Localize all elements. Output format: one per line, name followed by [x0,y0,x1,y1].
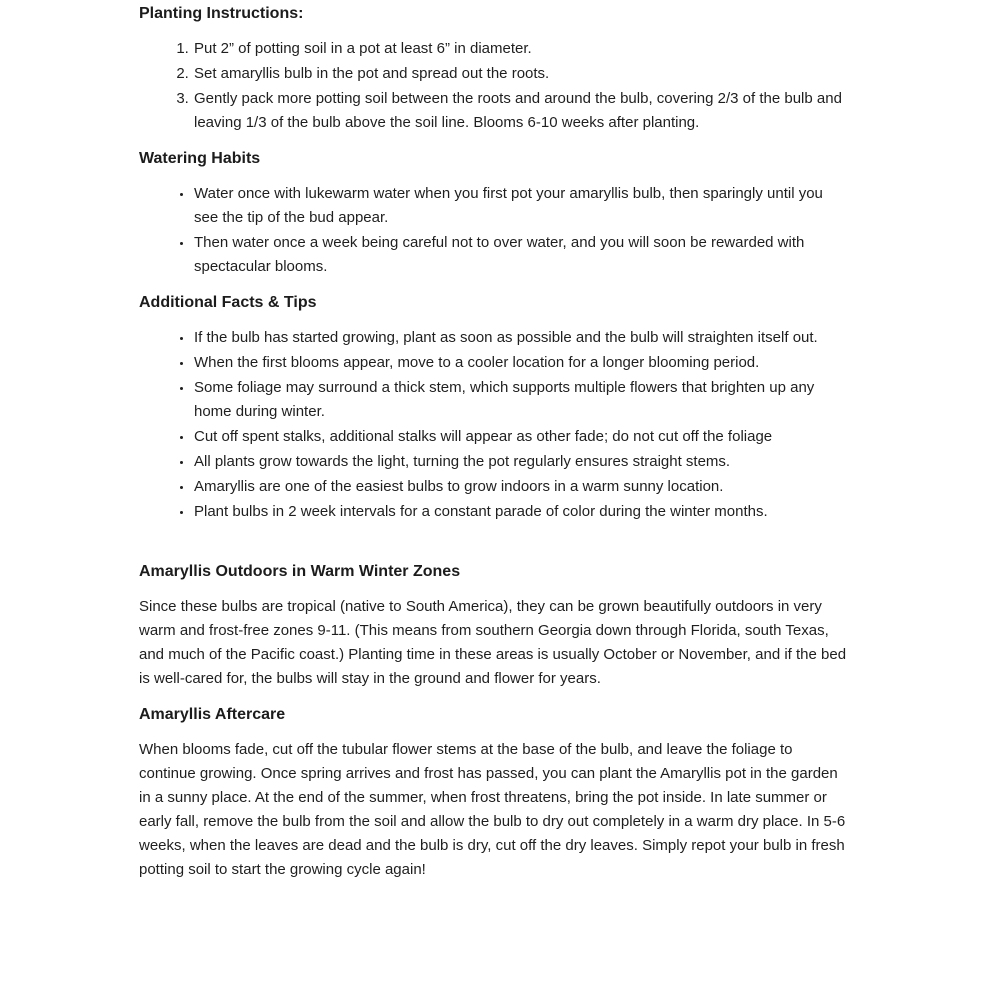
section-planting-instructions [139,2,849,135]
heading-outdoors-warm-winter-zones: Amaryllis Outdoors in Warm Winter Zones [139,563,461,580]
list-item: 1. Put 2” of potting soil in a pot at least 6” in diameter. [193,37,849,61]
heading-amaryllis-aftercare: Amaryllis Aftercare [139,706,286,723]
list-item: 3. Gently pack more potting soil between the roots and around the bulb, covering 2/3 of the bulb and leaving 1/3 of the bulb above the soil line. Blooms 6-10 weeks after planting. [193,87,849,135]
section-additional-facts-tips [139,291,849,524]
list-item: • If the bulb has started growing, plant as soon as possible and the bulb will straighten itself out. [193,326,849,350]
watering-habits-list [139,182,849,279]
list-item: • Water once with lukewarm water when you first pot your amaryllis bulb, then sparingly until you see the tip of the bud appear. [193,182,849,230]
section-outdoors-warm-winter-zones [139,560,849,691]
list-item: • All plants grow towards the light, turning the pot regularly ensures straight stems. [193,450,849,474]
facts-tips-list [139,326,849,524]
heading-planting-instructions: Planting Instructions: [139,5,304,22]
list-item: • Plant bulbs in 2 week intervals for a constant parade of color during the winter months. [193,500,849,524]
aftercare-paragraph: When blooms fade, cut off the tubular flower stems at the base of the bulb, and leave the foliage to continue growing. Once spring arrives and frost has passed, you can plant the Amaryllis pot in the garden in a sunny place. At the end of the summer, when frost threatens, bring the pot inside. In late summer or early fall, remove the bulb from the soil and allow the bulb to dry out completely in a warm dry place. In 5-6 weeks, when the leaves are dead and the bulb is dry, cut off the dry leaves. Simply repot your bulb in fresh potting soil to start the growing cycle again! [139,741,846,878]
planting-steps-list [139,37,849,135]
heading-watering-habits: Watering Habits [139,150,261,167]
list-item: • Then water once a week being careful not to over water, and you will soon be rewarded with spectacular blooms. [193,231,849,279]
list-item: • Amaryllis are one of the easiest bulbs to grow indoors in a warm sunny location. [193,475,849,499]
list-item: 2. Set amaryllis bulb in the pot and spread out the roots. [193,62,849,86]
heading-additional-facts-tips: Additional Facts & Tips [139,294,317,311]
list-item: • Cut off spent stalks, additional stalks will appear as other fade; do not cut off the foliage [193,425,849,449]
outdoors-paragraph: Since these bulbs are tropical (native to South America), they can be grown beautifully outdoors in very warm and frost-free zones 9-11. (This means from southern Georgia down through Florida, south Texas, and much of the Pacific coast.) Planting time in these areas is usually October or November, and if the bed is well-cared for, the bulbs will stay in the ground and flower for years. [139,598,847,687]
list-item: • Some foliage may surround a thick stem, which supports multiple flowers that brighten up any home during winter. [193,376,849,424]
section-watering-habits [139,147,849,279]
section-amaryllis-aftercare [139,703,849,882]
list-item: • When the first blooms appear, move to a cooler location for a longer blooming period. [193,351,849,375]
